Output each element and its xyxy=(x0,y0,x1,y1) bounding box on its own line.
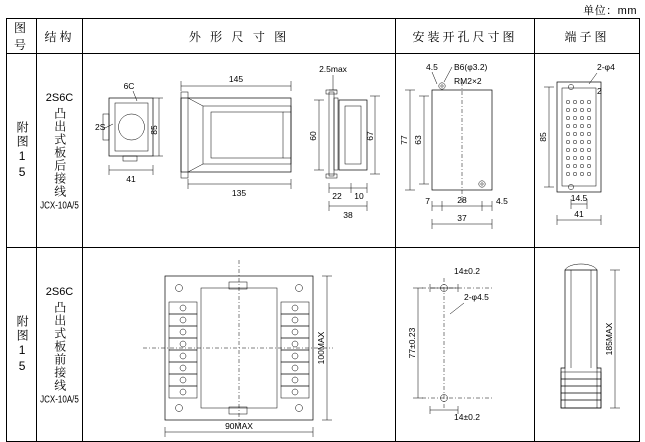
row1-mount-svg xyxy=(396,54,533,246)
svg-text:RM2×2: RM2×2 xyxy=(454,76,482,86)
row2-outline-svg xyxy=(83,248,394,440)
svg-text:37: 37 xyxy=(457,213,467,223)
row1-terminal-svg xyxy=(535,54,638,246)
svg-text:2S: 2S xyxy=(95,122,106,132)
svg-text:28: 28 xyxy=(457,195,467,205)
svg-text:63: 63 xyxy=(413,135,423,145)
svg-text:22: 22 xyxy=(332,191,342,201)
unit-note: 单位：mm xyxy=(583,5,637,17)
row1-figure-no xyxy=(7,54,37,248)
row2-structure xyxy=(37,248,83,442)
row2-terminal-drawing xyxy=(535,248,640,442)
svg-text:41: 41 xyxy=(126,174,136,184)
svg-text:2: 2 xyxy=(597,86,602,96)
row2-mount-svg xyxy=(396,248,533,440)
row2-structure-code: 2S6C xyxy=(45,285,74,298)
svg-text:145: 145 xyxy=(228,74,244,84)
svg-text:185MAX: 185MAX xyxy=(604,322,614,356)
svg-text:100MAX: 100MAX xyxy=(316,331,326,365)
row1-plan-view xyxy=(181,74,291,198)
table-row xyxy=(7,248,640,442)
dimension-table xyxy=(6,18,640,442)
svg-text:90MAX: 90MAX xyxy=(225,421,253,431)
row1-structure-model: JCX-10A/5 xyxy=(40,199,79,211)
row2-structure-name: 凸出式板前接线 xyxy=(52,300,67,392)
svg-text:60: 60 xyxy=(308,131,318,141)
row2-outline-drawing xyxy=(83,248,396,442)
svg-text:41: 41 xyxy=(574,209,584,219)
svg-text:7: 7 xyxy=(425,196,430,206)
row1-outline-drawing xyxy=(83,54,396,248)
row2-figure-no-label: 附图15 xyxy=(15,314,30,375)
svg-text:2-φ4.5: 2-φ4.5 xyxy=(464,292,489,302)
header-col-outline: 外 形 尺 寸 图 xyxy=(83,19,396,54)
svg-text:67: 67 xyxy=(365,131,375,141)
svg-text:77: 77 xyxy=(399,135,409,145)
header-col-mount: 安装开孔尺寸图 xyxy=(396,19,535,54)
header-col-no: 图号 xyxy=(7,19,37,54)
svg-text:14±0.2: 14±0.2 xyxy=(454,266,480,276)
svg-text:B6(φ3.2): B6(φ3.2) xyxy=(454,62,488,72)
svg-text:10: 10 xyxy=(354,191,364,201)
svg-text:38: 38 xyxy=(343,210,353,220)
header-col-struct: 结构 xyxy=(37,19,83,54)
svg-text:2-φ4: 2-φ4 xyxy=(597,62,615,72)
table-header-row xyxy=(7,19,640,54)
row1-side-view xyxy=(308,64,380,220)
row2-figure-no xyxy=(7,248,37,442)
svg-text:85: 85 xyxy=(149,125,159,135)
row1-structure xyxy=(37,54,83,248)
svg-text:77±0.23: 77±0.23 xyxy=(407,327,417,359)
row1-mount-drawing xyxy=(396,54,535,248)
svg-text:4.5: 4.5 xyxy=(496,196,508,206)
row1-structure-code: 2S6C xyxy=(45,91,74,104)
row1-front-view xyxy=(95,81,163,184)
row1-structure-name: 凸出式板后接线 xyxy=(52,106,67,198)
row2-structure-model: JCX-10A/5 xyxy=(40,393,79,405)
row2-terminal-svg xyxy=(535,248,638,440)
svg-text:14.5: 14.5 xyxy=(570,193,588,203)
row1-terminal-drawing xyxy=(535,54,640,248)
svg-text:135: 135 xyxy=(231,188,247,198)
svg-text:2.5max: 2.5max xyxy=(319,64,347,74)
header-col-term: 端子图 xyxy=(535,19,640,54)
svg-text:4.5: 4.5 xyxy=(426,62,438,72)
svg-text:85: 85 xyxy=(538,132,548,142)
svg-text:14±0.2: 14±0.2 xyxy=(454,412,480,422)
row2-mount-drawing xyxy=(396,248,535,442)
svg-text:6C: 6C xyxy=(123,81,135,91)
row1-figure-no-label: 附图15 xyxy=(15,120,30,181)
table-row xyxy=(7,54,640,248)
row1-outline-svg xyxy=(83,54,394,246)
